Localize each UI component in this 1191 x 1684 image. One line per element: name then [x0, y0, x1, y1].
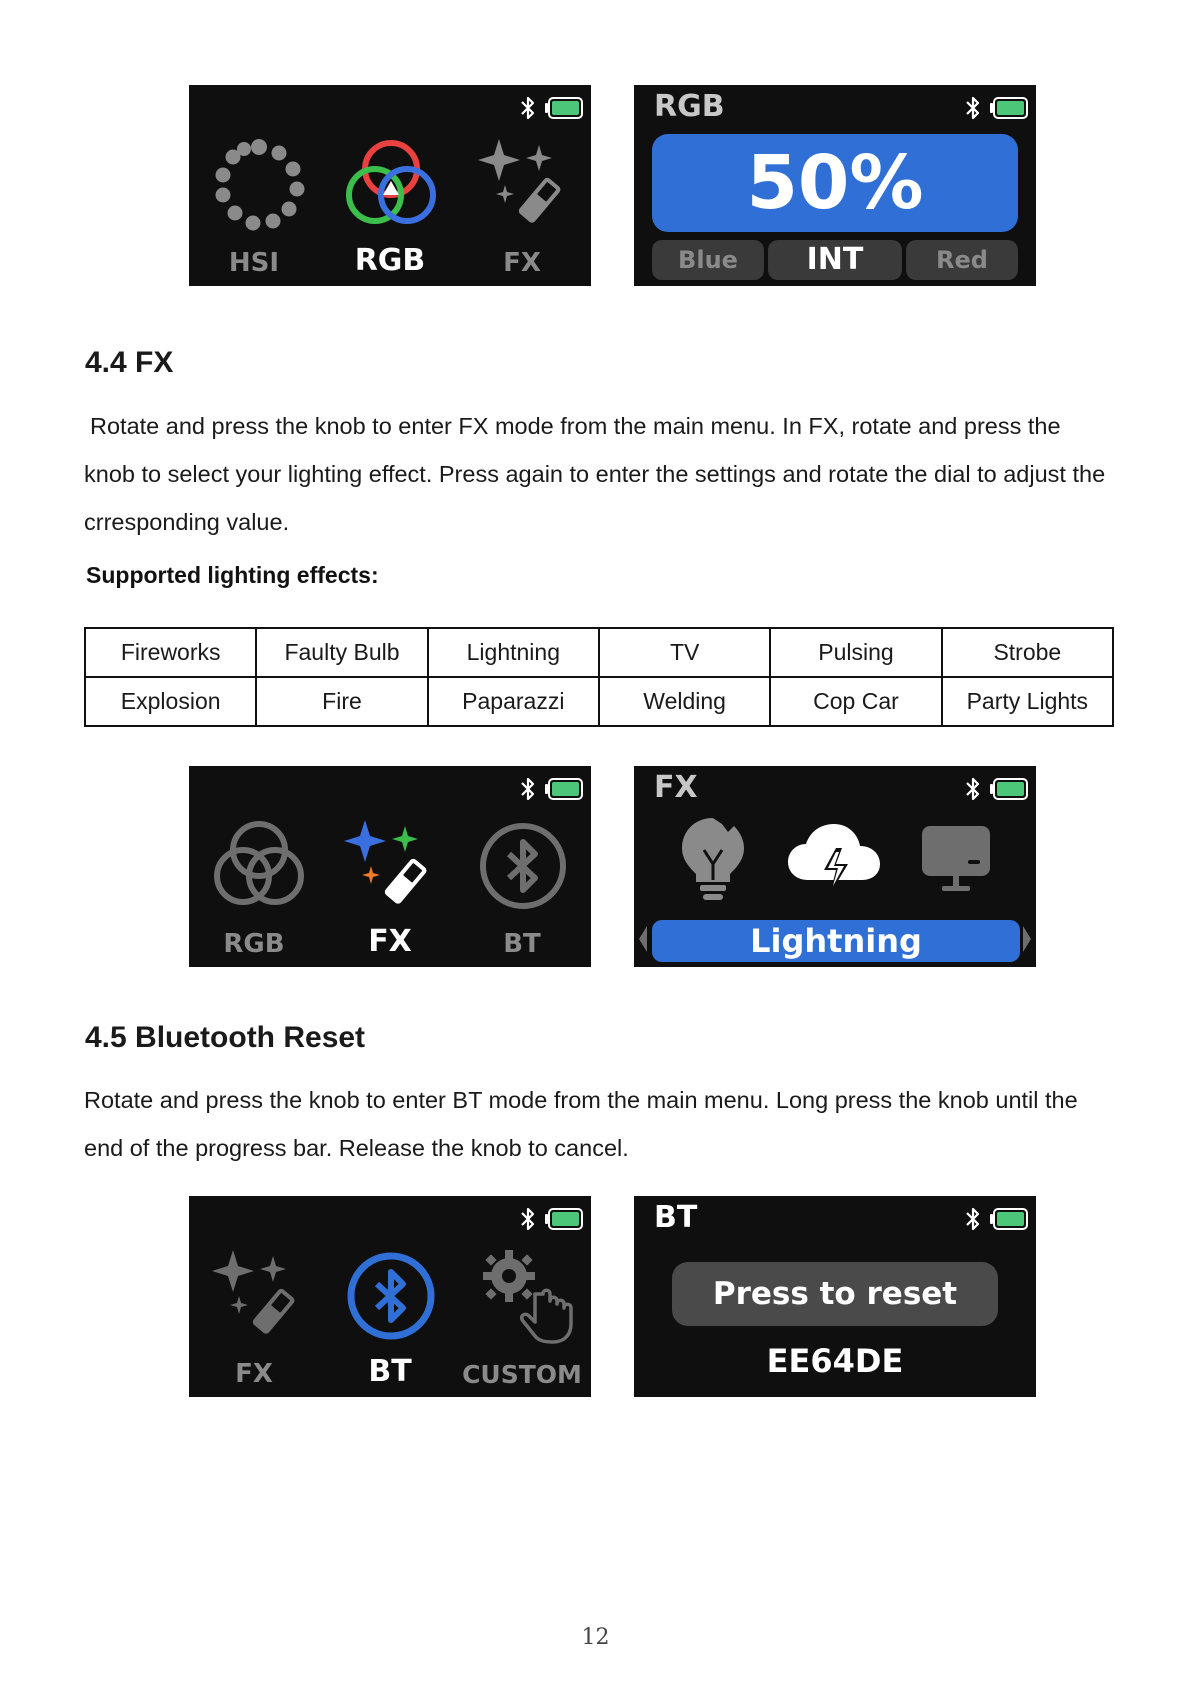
- supported-effects-subheading: Supported lighting effects:: [86, 562, 379, 588]
- battery-icon: [990, 1208, 1028, 1230]
- status-bar: [517, 95, 583, 121]
- status-bar: [962, 95, 1028, 121]
- device-screen-main-menu-rgb: [189, 85, 591, 286]
- tab-red: Red: [906, 240, 1018, 280]
- intensity-value-box: 50%: [652, 134, 1018, 232]
- status-bar: [962, 1206, 1028, 1232]
- fx-sparkle-wand-icon: [477, 135, 577, 235]
- hsi-dots-icon: [211, 137, 307, 233]
- section-heading-bluetooth-reset: 4.5 Bluetooth Reset: [85, 1021, 366, 1054]
- status-bar: [517, 1206, 583, 1232]
- battery-icon: [990, 97, 1028, 119]
- section-heading-fx: 4.4 FX: [85, 346, 174, 379]
- fx-sparkle-wand-icon: [211, 1246, 311, 1346]
- table-cell: Party Lights: [942, 677, 1113, 726]
- menu-label-rgb: RGB: [354, 243, 426, 278]
- bluetooth-circle-icon: [343, 1248, 439, 1344]
- menu-label-custom: CUSTOM: [462, 1360, 582, 1389]
- table-cell: Paparazzi: [428, 677, 599, 726]
- device-screen-rgb-intensity: [634, 85, 1036, 286]
- bluetooth-icon: [517, 95, 539, 121]
- table-cell: Strobe: [942, 628, 1113, 677]
- rgb-circles-icon: [209, 816, 309, 916]
- table-cell: Explosion: [85, 677, 256, 726]
- arrow-right-icon: [1022, 924, 1032, 954]
- status-bar: [517, 776, 583, 802]
- device-screen-bt-reset: [634, 1196, 1036, 1397]
- table-cell: Fire: [256, 677, 427, 726]
- table-cell: Cop Car: [770, 677, 941, 726]
- section-bt-paragraph: Rotate and press the knob to enter BT mode from the main menu. Long press the knob until the end of the progress bar. Release the knob to cancel.: [84, 1087, 1078, 1161]
- menu-label-rgb: RGB: [223, 929, 285, 959]
- tab-blue: Blue: [652, 240, 764, 280]
- bluetooth-icon: [962, 95, 984, 121]
- table-cell: Lightning: [428, 628, 599, 677]
- device-screen-main-menu-bt: [189, 1196, 591, 1397]
- lightning-cloud-icon: [786, 818, 882, 898]
- bluetooth-icon: [962, 776, 984, 802]
- table-row: [85, 677, 1113, 726]
- arrow-left-icon: [638, 924, 648, 954]
- table-row: [85, 628, 1113, 677]
- custom-gear-hand-icon: [473, 1246, 583, 1346]
- device-code: EE64DE: [766, 1342, 904, 1380]
- press-to-reset-button: Press to reset: [672, 1262, 998, 1326]
- screen-title: RGB: [654, 89, 725, 124]
- tv-monitor-icon: [918, 824, 994, 896]
- table-cell: Faulty Bulb: [256, 628, 427, 677]
- battery-icon: [545, 1208, 583, 1230]
- device-screen-fx-select: [634, 766, 1036, 967]
- table-cell: Fireworks: [85, 628, 256, 677]
- fx-sparkle-wand-icon: [343, 816, 443, 916]
- bluetooth-circle-icon: [475, 818, 571, 914]
- menu-label-fx: FX: [368, 924, 412, 959]
- faulty-bulb-icon: [678, 814, 748, 904]
- rgb-circles-icon: [341, 135, 441, 235]
- bluetooth-icon: [962, 1206, 984, 1232]
- bluetooth-icon: [517, 776, 539, 802]
- battery-icon: [545, 97, 583, 119]
- device-screen-main-menu-fx: [189, 766, 591, 967]
- table-cell: Pulsing: [770, 628, 941, 677]
- page-number: 12: [581, 1625, 610, 1650]
- battery-icon: [545, 778, 583, 800]
- selected-effect-label: Lightning: [652, 920, 1020, 962]
- menu-label-fx: FX: [235, 1359, 273, 1389]
- screen-title: FX: [654, 770, 698, 805]
- bluetooth-icon: [517, 1206, 539, 1232]
- tab-int: INT: [768, 240, 902, 280]
- lighting-effects-table: [84, 627, 1114, 727]
- table-cell: TV: [599, 628, 770, 677]
- table-cell: Welding: [599, 677, 770, 726]
- screen-title: BT: [654, 1200, 698, 1235]
- status-bar: [962, 776, 1028, 802]
- menu-label-bt: BT: [503, 929, 541, 959]
- menu-label-hsi: HSI: [228, 248, 280, 278]
- battery-icon: [990, 778, 1028, 800]
- section-fx-paragraph: Rotate and press the knob to enter FX mode from the main menu. In FX, rotate and press the knob to select your lighting effect. Press again to enter the settings and rotate the dial to adjust the crresponding value.: [84, 413, 1106, 535]
- menu-label-fx: FX: [503, 248, 541, 278]
- menu-label-bt: BT: [368, 1354, 412, 1389]
